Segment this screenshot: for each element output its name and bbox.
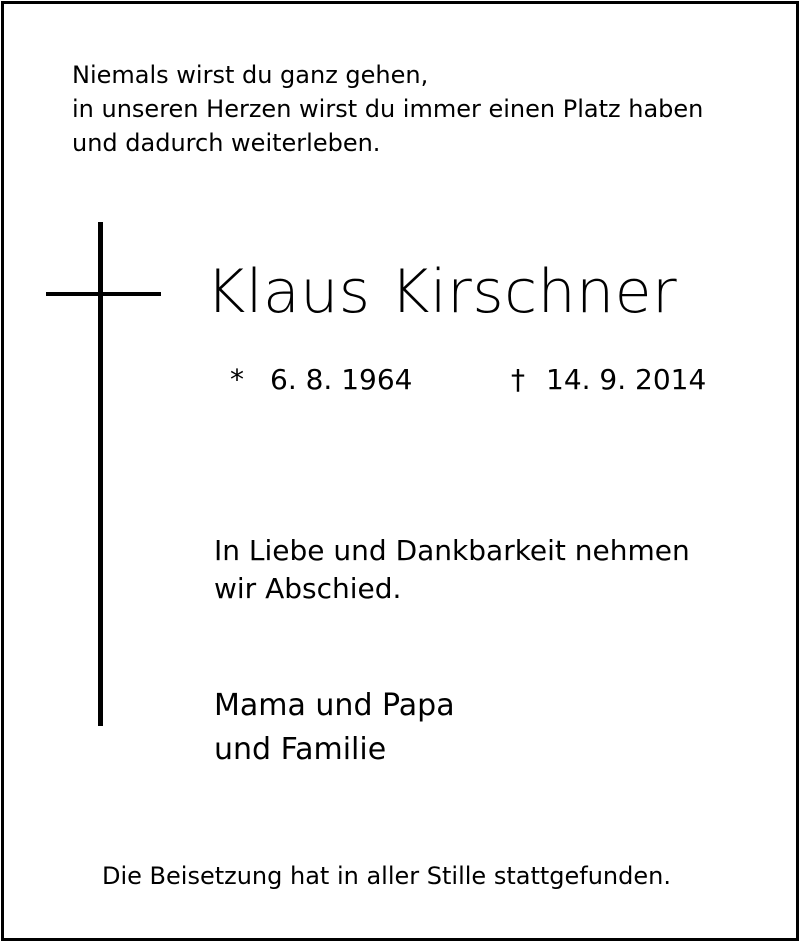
birth-date: 6. 8. 1964 [270,363,413,396]
poem-block [72,58,703,160]
deceased-name: Klaus Kirschner [206,257,678,327]
poem-line-1: Niemals wirst du ganz gehen, [72,61,429,89]
cross-horizontal-bar [46,292,161,296]
burial-note: Die Beisetzung hat in aller Stille stattgefunden. [102,862,671,890]
signature-line-1: Mama und Papa [214,688,455,723]
death-dagger-icon: † [511,363,525,396]
farewell-text [214,532,690,608]
birth-star-icon: * [230,363,244,396]
signature-block [214,684,455,772]
cross-vertical-bar [98,222,103,726]
poem-line-3: und dadurch weiterleben. [72,129,381,157]
farewell-line-2: wir Abschied. [214,572,402,605]
farewell-line-1: In Liebe und Dankbarkeit nehmen [214,534,690,567]
death-date: 14. 9. 2014 [546,363,707,396]
signature-line-2: und Familie [214,732,387,767]
poem-line-2: in unseren Herzen wirst du immer einen Platz haben [72,95,704,123]
